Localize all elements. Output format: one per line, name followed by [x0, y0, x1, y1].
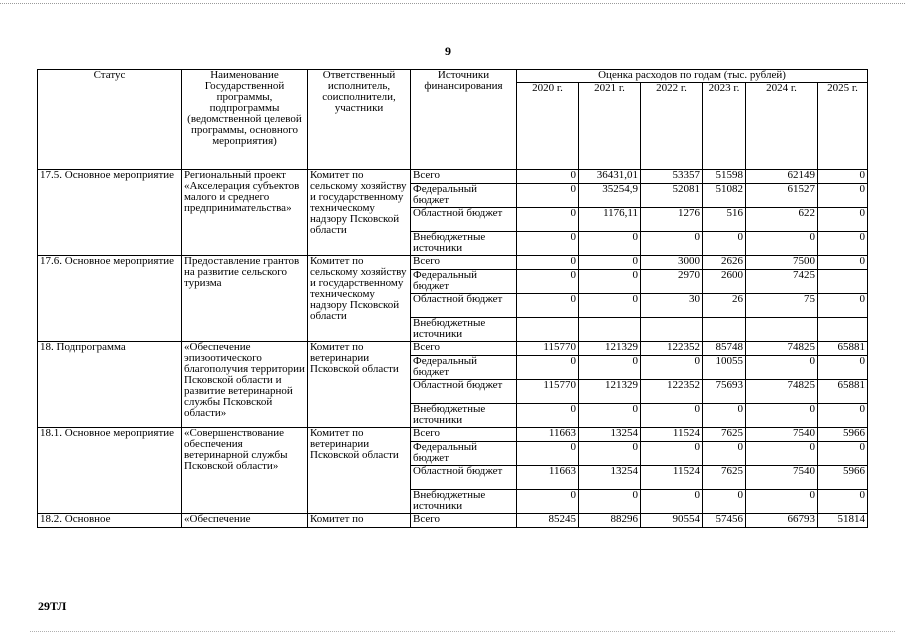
value-cell: 0 [579, 404, 641, 428]
value-cell: 622 [746, 208, 818, 232]
table-row [38, 428, 868, 442]
budget-body [38, 170, 868, 528]
source-cell: Внебюджетные источники [411, 232, 517, 256]
value-cell: 0 [517, 442, 579, 466]
value-cell: 7540 [746, 466, 818, 490]
value-cell [818, 270, 868, 294]
header-status: Статус [38, 70, 182, 170]
header-estimate: Оценка расходов по годам (тыс. рублей) [517, 70, 868, 83]
status-cell: 17.5. Основное мероприятие [38, 170, 182, 256]
value-cell: 85245 [517, 514, 579, 528]
value-cell: 0 [818, 442, 868, 466]
source-cell: Всего [411, 256, 517, 270]
value-cell: 0 [818, 232, 868, 256]
value-cell: 1276 [641, 208, 703, 232]
source-cell: Всего [411, 428, 517, 442]
value-cell: 26 [703, 294, 746, 318]
value-cell: 10055 [703, 356, 746, 380]
source-cell: Федеральный бюджет [411, 184, 517, 208]
header-row-top [38, 70, 868, 83]
responsible-cell: Комитет по ветеринарии Псковской области [308, 342, 411, 428]
status-cell: 18.1. Основное мероприятие [38, 428, 182, 514]
value-cell: 51082 [703, 184, 746, 208]
value-cell: 90554 [641, 514, 703, 528]
table-row [38, 256, 868, 270]
value-cell: 75 [746, 294, 818, 318]
header-name: Наименование Государственной программы, подпрограммы (ведомственной целевой программы, основного мероприятия) [182, 70, 308, 170]
value-cell: 0 [818, 490, 868, 514]
value-cell: 0 [703, 404, 746, 428]
value-cell: 0 [818, 404, 868, 428]
value-cell: 7540 [746, 428, 818, 442]
value-cell: 11524 [641, 466, 703, 490]
value-cell: 122352 [641, 342, 703, 356]
value-cell: 0 [579, 356, 641, 380]
header-sources: Источники финансирования [411, 70, 517, 170]
scan-top-edge [0, 3, 905, 4]
value-cell: 0 [517, 294, 579, 318]
value-cell: 61527 [746, 184, 818, 208]
header-year: 2022 г. [641, 83, 703, 170]
value-cell: 0 [746, 442, 818, 466]
value-cell: 0 [517, 256, 579, 270]
responsible-cell: Комитет по [308, 514, 411, 528]
value-cell: 0 [746, 232, 818, 256]
value-cell: 121329 [579, 380, 641, 404]
table-row [38, 514, 868, 528]
value-cell: 13254 [579, 466, 641, 490]
value-cell: 0 [641, 232, 703, 256]
value-cell: 0 [517, 208, 579, 232]
value-cell: 0 [746, 490, 818, 514]
name-cell: «Обеспечение [182, 514, 308, 528]
value-cell: 75693 [703, 380, 746, 404]
value-cell: 0 [641, 442, 703, 466]
source-cell: Внебюджетные источники [411, 490, 517, 514]
table-row [38, 342, 868, 356]
value-cell: 62149 [746, 170, 818, 184]
name-cell: «Совершенствование обеспечения ветеринарной службы Псковской области» [182, 428, 308, 514]
responsible-cell: Комитет по сельскому хозяйству и государственному техническому надзору Псковской области [308, 256, 411, 342]
value-cell [746, 318, 818, 342]
value-cell: 74825 [746, 342, 818, 356]
value-cell: 7500 [746, 256, 818, 270]
value-cell: 51814 [818, 514, 868, 528]
value-cell: 0 [818, 184, 868, 208]
value-cell [703, 318, 746, 342]
value-cell: 0 [579, 294, 641, 318]
value-cell: 0 [517, 404, 579, 428]
value-cell: 0 [579, 256, 641, 270]
value-cell: 0 [818, 170, 868, 184]
value-cell: 11663 [517, 466, 579, 490]
header-year: 2023 г. [703, 83, 746, 170]
value-cell: 2626 [703, 256, 746, 270]
value-cell: 2970 [641, 270, 703, 294]
status-cell: 17.6. Основное мероприятие [38, 256, 182, 342]
value-cell: 0 [818, 208, 868, 232]
source-cell: Федеральный бюджет [411, 356, 517, 380]
value-cell: 0 [517, 170, 579, 184]
value-cell: 0 [579, 442, 641, 466]
value-cell: 11524 [641, 428, 703, 442]
value-cell: 0 [818, 294, 868, 318]
value-cell: 1176,11 [579, 208, 641, 232]
footer-code: 29ТЛ [38, 599, 67, 613]
value-cell: 0 [517, 232, 579, 256]
source-cell: Областной бюджет [411, 380, 517, 404]
value-cell: 115770 [517, 380, 579, 404]
source-cell: Областной бюджет [411, 294, 517, 318]
value-cell: 7625 [703, 466, 746, 490]
value-cell: 0 [818, 256, 868, 270]
header-year: 2024 г. [746, 83, 818, 170]
value-cell [579, 318, 641, 342]
source-cell: Областной бюджет [411, 466, 517, 490]
value-cell: 53357 [641, 170, 703, 184]
value-cell: 122352 [641, 380, 703, 404]
value-cell: 0 [517, 270, 579, 294]
value-cell: 0 [579, 490, 641, 514]
source-cell: Внебюджетные источники [411, 404, 517, 428]
value-cell: 0 [641, 404, 703, 428]
name-cell: «Обеспечение эпизоотического благополучия территории Псковской области и развитие ветеринарной службы Псковской области» [182, 342, 308, 428]
status-cell: 18.2. Основное [38, 514, 182, 528]
value-cell: 0 [517, 356, 579, 380]
source-cell: Всего [411, 342, 517, 356]
value-cell: 7425 [746, 270, 818, 294]
value-cell [818, 318, 868, 342]
source-cell: Внебюджетные источники [411, 318, 517, 342]
value-cell: 516 [703, 208, 746, 232]
header-year: 2020 г. [517, 83, 579, 170]
value-cell: 30 [641, 294, 703, 318]
value-cell: 57456 [703, 514, 746, 528]
name-cell: Предоставление грантов на развитие сельского туризма [182, 256, 308, 342]
value-cell: 0 [641, 490, 703, 514]
source-cell: Федеральный бюджет [411, 270, 517, 294]
value-cell: 0 [579, 232, 641, 256]
responsible-cell: Комитет по сельскому хозяйству и государственному техническому надзору Псковской области [308, 170, 411, 256]
header-year: 2025 г. [818, 83, 868, 170]
value-cell: 11663 [517, 428, 579, 442]
source-cell: Федеральный бюджет [411, 442, 517, 466]
value-cell: 0 [818, 356, 868, 380]
value-cell: 85748 [703, 342, 746, 356]
value-cell: 36431,01 [579, 170, 641, 184]
source-cell: Всего [411, 514, 517, 528]
value-cell: 0 [746, 404, 818, 428]
scan-bottom-edge [30, 631, 895, 632]
budget-table [37, 69, 868, 528]
value-cell: 65881 [818, 342, 868, 356]
value-cell: 2600 [703, 270, 746, 294]
value-cell: 0 [517, 490, 579, 514]
value-cell: 115770 [517, 342, 579, 356]
value-cell: 0 [579, 270, 641, 294]
value-cell: 51598 [703, 170, 746, 184]
value-cell: 0 [703, 490, 746, 514]
source-cell: Всего [411, 170, 517, 184]
header-year: 2021 г. [579, 83, 641, 170]
source-cell: Областной бюджет [411, 208, 517, 232]
page-number: 9 [445, 44, 451, 58]
value-cell: 0 [517, 184, 579, 208]
value-cell: 13254 [579, 428, 641, 442]
table-row [38, 170, 868, 184]
value-cell: 0 [746, 356, 818, 380]
value-cell: 88296 [579, 514, 641, 528]
value-cell [517, 318, 579, 342]
name-cell: Региональный проект «Акселерация субъектов малого и среднего предпринимательства» [182, 170, 308, 256]
value-cell: 52081 [641, 184, 703, 208]
value-cell: 5966 [818, 466, 868, 490]
value-cell: 3000 [641, 256, 703, 270]
value-cell: 121329 [579, 342, 641, 356]
value-cell: 7625 [703, 428, 746, 442]
value-cell: 66793 [746, 514, 818, 528]
status-cell: 18. Подпрограмма [38, 342, 182, 428]
value-cell: 0 [703, 232, 746, 256]
value-cell: 5966 [818, 428, 868, 442]
value-cell: 0 [641, 356, 703, 380]
value-cell: 74825 [746, 380, 818, 404]
value-cell: 0 [703, 442, 746, 466]
value-cell: 65881 [818, 380, 868, 404]
header-responsible: Ответственный исполнитель, соисполнители, участники [308, 70, 411, 170]
responsible-cell: Комитет по ветеринарии Псковской области [308, 428, 411, 514]
value-cell [641, 318, 703, 342]
value-cell: 35254,9 [579, 184, 641, 208]
